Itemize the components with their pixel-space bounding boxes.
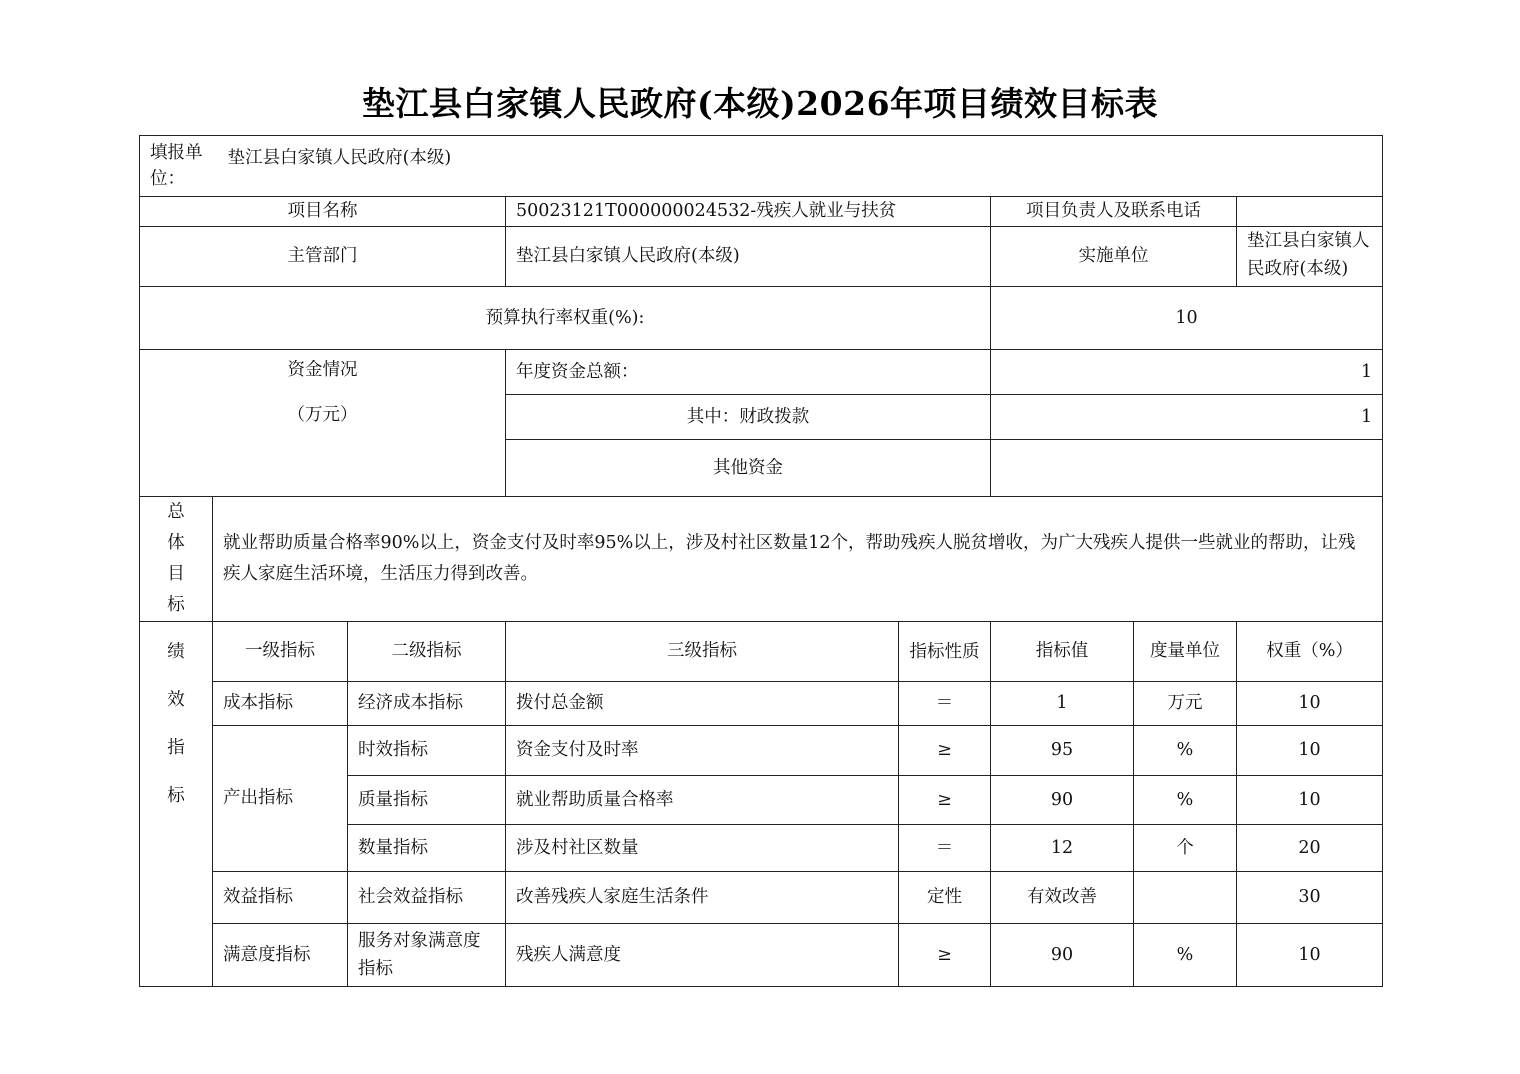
unit-value: 垫江县白家镇人民政府(本级): [227, 148, 452, 168]
project-name-label: 项目名称: [140, 197, 506, 227]
overall-target-text: 就业帮助质量合格率90%以上，资金支付及时率95%以上，涉及村社区数量12个，帮助残疾人脱贫增收，为广大残疾人提供一些就业的帮助，让残疾人家庭生活环境，生活压力得到改善。: [213, 497, 1383, 622]
project-contact-value: [1237, 197, 1383, 227]
cell-unit: %: [1134, 924, 1237, 987]
cell-weight: 10: [1237, 924, 1383, 987]
impl-label: 实施单位: [991, 227, 1237, 287]
impl-value: 垫江县白家镇人民政府(本级): [1237, 227, 1383, 287]
indicator-header-row: [140, 622, 1383, 682]
funds-unit: （万元）: [287, 405, 358, 425]
cell-nature: ＝: [899, 682, 991, 726]
funds-total-label: 年度资金总额：: [506, 350, 991, 395]
cell-level2: 时效指标: [348, 726, 506, 776]
cell-nature: 定性: [899, 872, 991, 924]
funds-label: 资金情况: [287, 360, 358, 380]
table-row: [140, 872, 1383, 924]
overall-target-label: 总 体 目 标: [140, 497, 213, 622]
table-row: [140, 924, 1383, 987]
header-unit: 度量单位: [1134, 622, 1237, 682]
budget-weight-row: [140, 287, 1383, 350]
cell-nature: ≥: [899, 924, 991, 987]
cell-level2: 社会效益指标: [348, 872, 506, 924]
header-level1: 一级指标: [213, 622, 348, 682]
cell-weight: 10: [1237, 682, 1383, 726]
budget-weight-label: 预算执行率权重(%):: [140, 287, 991, 350]
cell-level3: 残疾人满意度: [506, 924, 899, 987]
header-level2: 二级指标: [348, 622, 506, 682]
cell-level2: 服务对象满意度指标: [348, 924, 506, 987]
project-contact-label: 项目负责人及联系电话: [991, 197, 1237, 227]
cell-level1: 产出指标: [213, 726, 348, 872]
cell-level3: 改善残疾人家庭生活条件: [506, 872, 899, 924]
cell-unit: 个: [1134, 825, 1237, 872]
cell-unit: %: [1134, 726, 1237, 776]
cell-nature: ≥: [899, 726, 991, 776]
cell-level3: 拨付总金额: [506, 682, 899, 726]
funds-total-row: [140, 350, 1383, 395]
unit-label: 填报单位：: [150, 143, 203, 189]
cell-unit: %: [1134, 776, 1237, 825]
header-weight: 权重（%）: [1237, 622, 1383, 682]
cell-value: 有效改善: [991, 872, 1134, 924]
dept-value: 垫江县白家镇人民政府(本级): [506, 227, 991, 287]
project-name-value: 50023121T000000024532-残疾人就业与扶贫: [506, 197, 991, 227]
cell-value: 12: [991, 825, 1134, 872]
cell-level3: 就业帮助质量合格率: [506, 776, 899, 825]
cell-nature: ≥: [899, 776, 991, 825]
cell-level3: 资金支付及时率: [506, 726, 899, 776]
dept-label: 主管部门: [140, 227, 506, 287]
cell-level1: 效益指标: [213, 872, 348, 924]
page-title: 垫江县白家镇人民政府(本级)2026年项目绩效目标表: [361, 84, 1159, 123]
cell-weight: 30: [1237, 872, 1383, 924]
dept-row: [140, 227, 1383, 287]
cell-unit: [1134, 872, 1237, 924]
overall-target-row: [140, 497, 1383, 622]
cell-weight: 10: [1237, 776, 1383, 825]
funds-fiscal-label: 其中：财政拨款: [506, 395, 991, 440]
cell-level3: 涉及村社区数量: [506, 825, 899, 872]
funds-fiscal-value: 1: [991, 395, 1383, 440]
cell-unit: 万元: [1134, 682, 1237, 726]
cell-level1: 成本指标: [213, 682, 348, 726]
funds-total-value: 1: [991, 350, 1383, 395]
unit-row: [140, 136, 1383, 197]
cell-value: 90: [991, 776, 1134, 825]
cell-weight: 20: [1237, 825, 1383, 872]
performance-target-table: [139, 135, 1383, 987]
unit-cell: [140, 136, 1383, 197]
indicator-section-label: 绩 效 指 标: [140, 622, 213, 987]
cell-nature: ＝: [899, 825, 991, 872]
funds-other-value: [991, 440, 1383, 497]
cell-level2: 质量指标: [348, 776, 506, 825]
header-level3: 三级指标: [506, 622, 899, 682]
cell-value: 95: [991, 726, 1134, 776]
funds-other-label: 其他资金: [506, 440, 991, 497]
cell-value: 1: [991, 682, 1134, 726]
table-row: [140, 682, 1383, 726]
funds-label-cell: [140, 350, 506, 497]
project-name-row: [140, 197, 1383, 227]
cell-level2: 经济成本指标: [348, 682, 506, 726]
cell-weight: 10: [1237, 726, 1383, 776]
budget-weight-value: 10: [991, 287, 1383, 350]
cell-level2: 数量指标: [348, 825, 506, 872]
table-row: [140, 726, 1383, 776]
header-value: 指标值: [991, 622, 1134, 682]
cell-value: 90: [991, 924, 1134, 987]
cell-level1: 满意度指标: [213, 924, 348, 987]
header-nature: 指标性质: [899, 622, 991, 682]
